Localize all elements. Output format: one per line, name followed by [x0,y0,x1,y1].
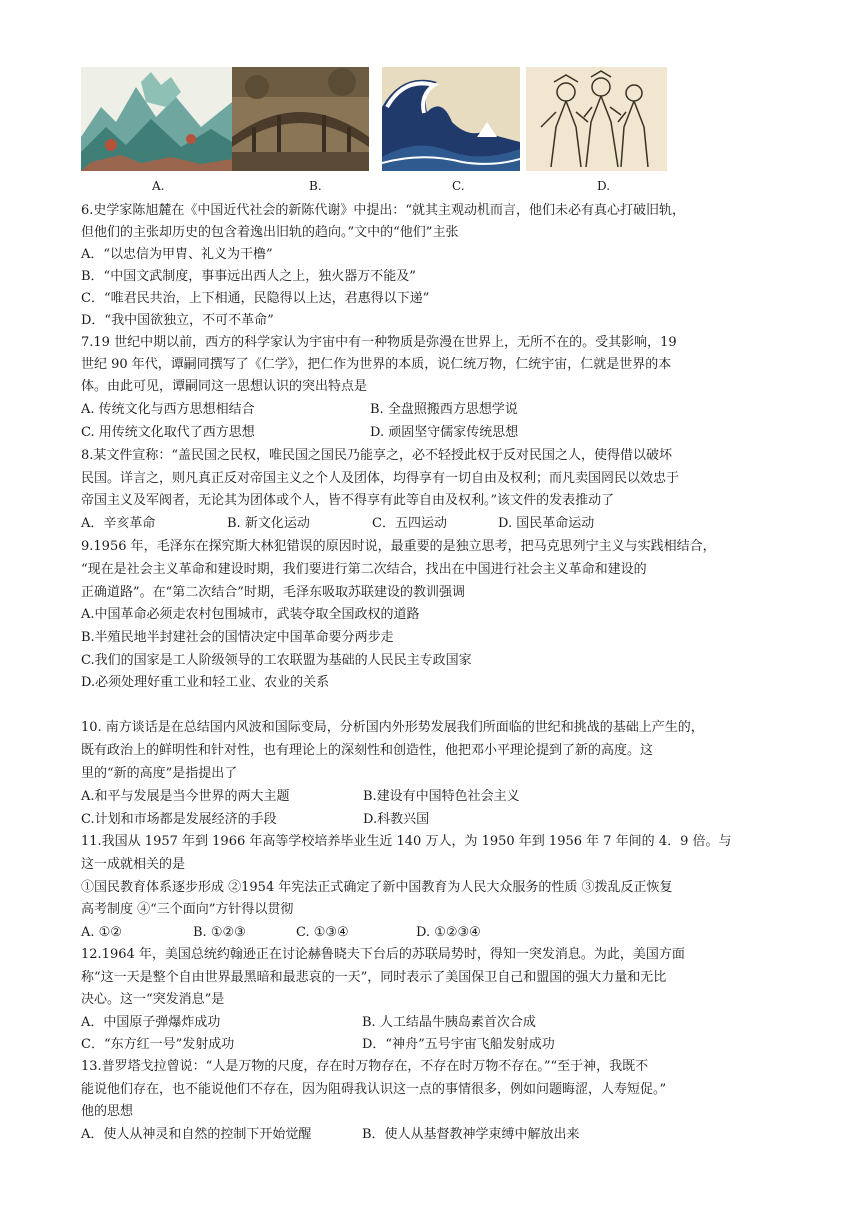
q8-option-b: B. 新文化运动 [227,516,310,531]
q7-option-a: A. 传统文化与西方思想相结合 [81,402,255,417]
q12-option-a: A．中国原子弹爆炸成功 [81,1015,221,1030]
q8-line-2: 民国。详言之，则凡真正反对帝国主义之个人及团体，均得享有一切自由及权利；而凡卖国罔民以效忠于 [81,471,680,486]
q6-option-c: C．“唯君民共治，上下相通，民隐得以上达，君惠得以下递” [81,291,430,306]
q11-line-3: ①国民教育体系逐步形成 ②1954 年宪法正式确定了新中国教育为人民大众服务的性质 ③拨乱反正恢复 [81,880,673,895]
image-label-b: B. [309,179,322,193]
q10-option-d: D.科教兴国 [363,812,430,827]
q11-option-b: B. ①②③ [193,925,246,940]
q13-line-3: 他的思想 [81,1104,134,1119]
image-label-c: C. [452,179,465,193]
q11-line-1: 11.我国从 1957 年到 1966 年高等学校培养毕业生近 140 万人，为 1950 年到 1956 年 7 年间的 4．9 倍。与 [81,834,732,849]
q9-line-3: 正确道路”。在“第二次结合”时期，毛泽东吸取苏联建设的教训强调 [81,585,465,600]
q7-option-c: C. 用传统文化取代了西方思想 [81,425,255,440]
q9-line-1: 9.1956 年，毛泽东在探究斯大林犯错误的原因时说，最重要的是独立思考，把马克思列宁主义与实践相结合， [81,539,716,554]
q6-line-2: 但他们的主张却历史的包含着逸出旧轨的趋向。”文中的“他们”主张 [81,225,459,240]
q10-option-a: A.和平与发展是当今世界的两大主题 [81,789,290,804]
landscape-painting-image [81,67,232,171]
q12-line-3: 决心。这一“突发消息”是 [81,992,225,1007]
image-label-d: D. [597,179,611,193]
q12-option-d: D．“神舟”五号宇宙飞船发射成功 [362,1037,555,1052]
q6-option-b: B．“中国文武制度，事事远出西人之上，独火器万不能及” [81,269,416,284]
q11-option-d: D. ①②③④ [416,925,481,940]
q13-option-a: A．使人从神灵和自然的控制下开始觉醒 [81,1127,312,1142]
q13-option-b: B．使人从基督教神学束缚中解放出来 [362,1127,580,1142]
q10-line-1: 10. 南方谈话是在总结国内风波和国际变局，分析国内外形势发展我们所面临的世纪和挑战的基础上产生的， [81,720,704,735]
q9-option-c: C.我们的国家是工人阶级领导的工农联盟为基础的人民民主专政国家 [81,653,472,668]
q12-option-b: B. 人工结晶牛胰岛素首次合成 [362,1015,536,1030]
q8-line-1: 8.某文件宣称：“盖民国之民权，唯民国之国民乃能享之，必不轻授此权于反对民国之人，使得借以破坏 [81,448,673,463]
q12-option-c: C．“东方红一号”发射成功 [81,1037,235,1052]
q12-line-1: 12.1964 年，美国总统约翰逊正在讨论赫鲁晓夫下台后的苏联局势时，得知一突发消息。为此，美国方面 [81,947,685,962]
q7-line-2: 世纪 90 年代，谭嗣同撰写了《仁学》，把仁作为世界的本质，说仁统万物，仁统宇宙，仁就是世界的本 [81,357,672,372]
q10-line-2: 既有政治上的鲜明性和针对性，也有理论上的深刻性和创造性，他把邓小平理论提到了新的高度。这 [81,743,654,758]
q8-option-d: D. 国民革命运动 [498,516,595,531]
q13-line-1: 13.普罗塔戈拉曾说：“人是万物的尺度，存在时万物存在，不存在时万物不存在。”“至于神，我既不 [81,1059,649,1074]
bridge-painting-image [232,67,369,171]
great-wave-image [382,67,520,171]
q7-line-3: 体。由此可见，谭嗣同这一思想认识的突出特点是 [81,379,368,394]
q11-option-a: A. ①② [81,925,122,940]
q9-line-2: “现在是社会主义革命和建设时期，我们要进行第二次结合，找出在中国进行社会主义革命和建设的 [81,562,647,577]
q9-option-d: D.必须处理好重工业和轻工业、农业的关系 [81,675,330,690]
q8-option-a: A．辛亥革命 [81,516,156,531]
q10-line-3: 里的“新的高度”是指提出了 [81,766,238,781]
q9-option-a: A.中国革命必须走农村包围城市，武装夺取全国政权的道路 [81,607,420,622]
q7-option-b: B. 全盘照搬西方思想学说 [370,402,518,417]
q10-option-b: B.建设有中国特色社会主义 [363,789,520,804]
q8-option-c: C．五四运动 [372,516,447,531]
q6-option-d: D．“我中国欲独立，不可不革命” [81,313,274,328]
q7-option-d: D. 顽固坚守儒家传统思想 [370,425,519,440]
q6-option-a: A．“以忠信为甲胄、礼义为干橹” [81,247,273,262]
q11-option-c: C. ①③④ [296,925,349,940]
figures-drawing-image [526,67,667,171]
q11-line-4: 高考制度 ④“三个面向”方针得以贯彻 [81,902,294,917]
q11-line-2: 这一成就相关的是 [81,857,186,872]
q10-option-c: C.计划和市场都是发展经济的手段 [81,812,277,827]
q12-line-2: 称“这一天是整个自由世界最黑暗和最悲哀的一天”，同时表示了美国保卫自己和盟国的强大力量和无比 [81,970,667,985]
q7-line-1: 7.19 世纪中期以前，西方的科学家认为宇宙中有一种物质是弥漫在世界上，无所不在的。受其影响，19 [81,335,677,350]
q13-line-2: 能说他们存在，也不能说他们不存在，因为阻碍我认识这一点的事情很多，例如问题晦涩，人寿短促。” [81,1082,667,1097]
image-options-row [0,67,860,171]
q9-option-b: B.半殖民地半封建社会的国情决定中国革命要分两步走 [81,630,394,645]
q8-line-3: 帝国主义及军阀者，无论其为团体或个人，皆不得享有此等自由及权利。”该文件的发表推动了 [81,493,615,508]
image-label-a: A. [152,179,165,193]
q6-line-1: 6.史学家陈旭麓在《中国近代社会的新陈代谢》中提出：“就其主观动机而言，他们未必有真心打破旧轨， [81,203,686,218]
